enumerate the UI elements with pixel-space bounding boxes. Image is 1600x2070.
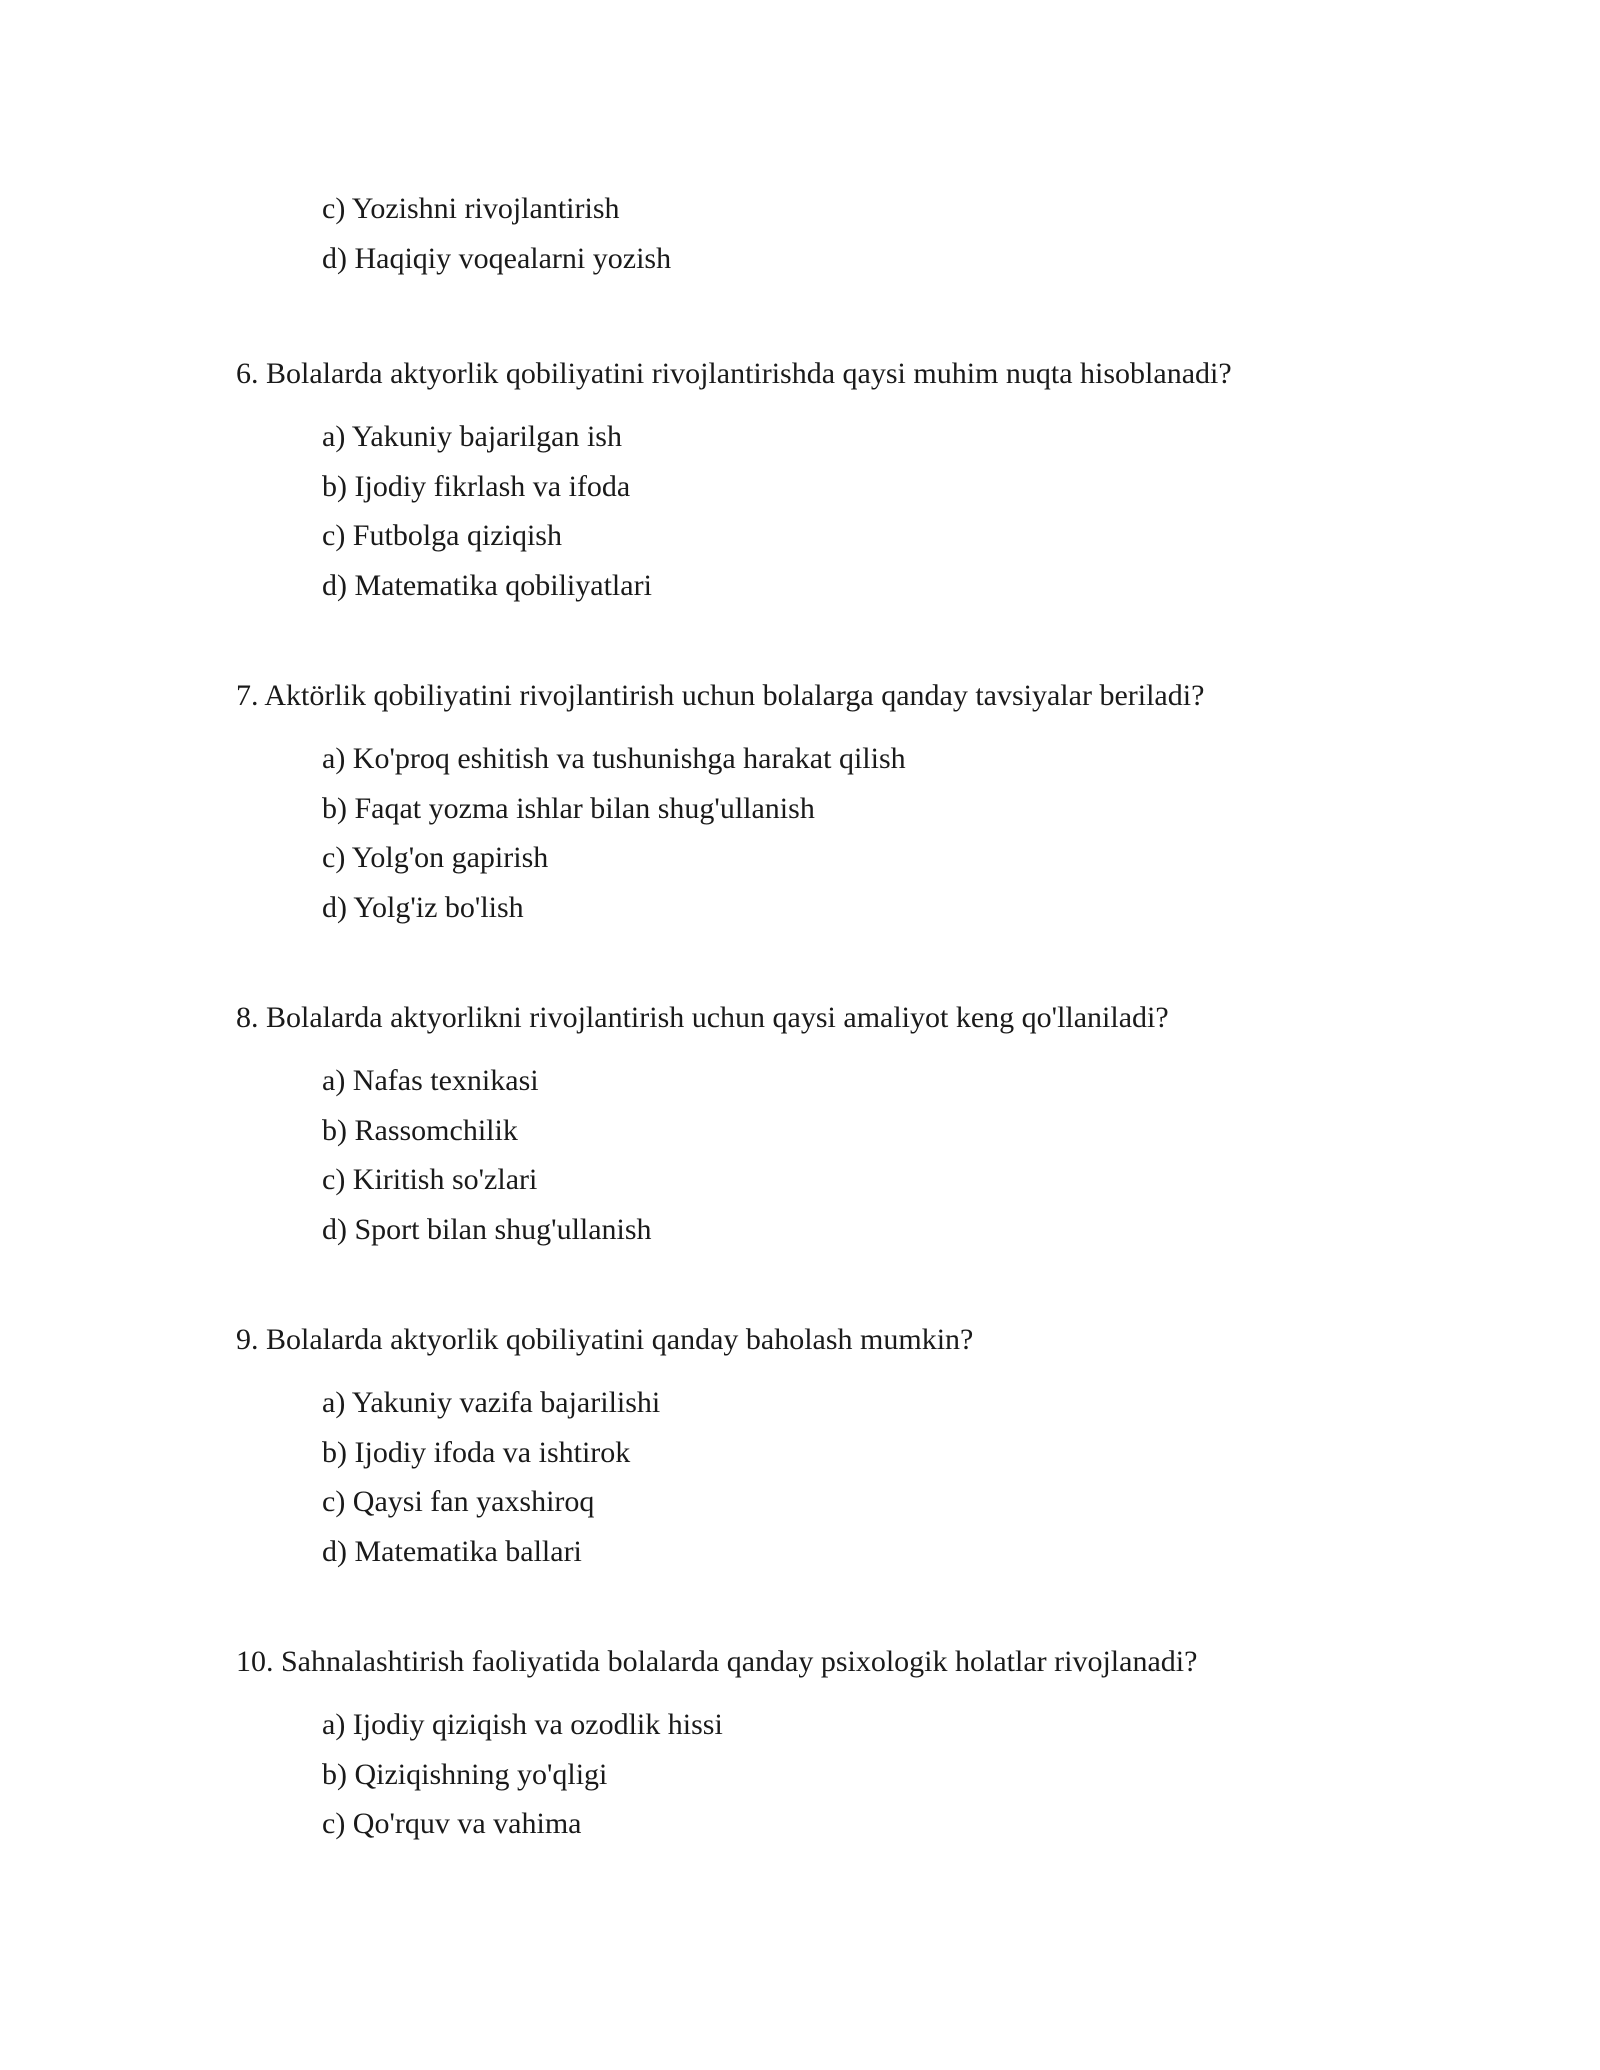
options-list [322, 412, 1232, 610]
option-item: d) Yolg'iz bo'lish [322, 890, 524, 924]
option-item: a) Nafas texnikasi [322, 1064, 539, 1097]
option-item: a) Yakuniy vazifa bajarilishi [322, 1386, 661, 1419]
question-text: 8. Bolalarda aktyorlikni rivojlantirish uchun qaysi amaliyot keng qo'llaniladi? [236, 1001, 1169, 1034]
option-item: b) Ijodiy fikrlash va ifoda [322, 469, 631, 503]
option-item: b) Rassomchilik [322, 1113, 518, 1147]
option-item: b) Qiziqishning yo'qligi [322, 1757, 608, 1791]
options-list [322, 1700, 1197, 1849]
question-8 [236, 1000, 1169, 1254]
option-item: c) Qo'rquv va vahima [322, 1807, 582, 1840]
options-list [322, 734, 1204, 932]
continued-options-list [322, 184, 671, 283]
question-9 [236, 1322, 973, 1576]
options-list [322, 1378, 973, 1576]
option-item: c) Kiritish so'zlari [322, 1163, 538, 1196]
option-item: d) Haqiqiy voqealarni yozish [322, 241, 672, 275]
option-item: d) Sport bilan shug'ullanish [322, 1212, 652, 1246]
option-item: a) Ijodiy qiziqish va ozodlik hissi [322, 1708, 723, 1741]
option-item: c) Futbolga qiziqish [322, 519, 562, 552]
option-item: b) Faqat yozma ishlar bilan shug'ullanish [322, 791, 815, 825]
question-text: 6. Bolalarda aktyorlik qobiliyatini rivojlantirishda qaysi muhim nuqta hisoblanadi? [236, 357, 1232, 390]
options-list [322, 1056, 1169, 1254]
question-text: 9. Bolalarda aktyorlik qobiliyatini qanday baholash mumkin? [236, 1323, 974, 1356]
option-item: c) Yozishni rivojlantirish [322, 192, 620, 225]
option-item: b) Ijodiy ifoda va ishtirok [322, 1435, 631, 1469]
option-item: c) Yolg'on gapirish [322, 841, 549, 874]
question-10 [236, 1644, 1197, 1849]
option-item: a) Yakuniy bajarilgan ish [322, 420, 622, 453]
question-6 [236, 356, 1232, 610]
question-text: 7. Aktörlik qobiliyatini rivojlantirish uchun bolalarga qanday tavsiyalar beriladi? [236, 679, 1205, 712]
option-item: d) Matematika qobiliyatlari [322, 568, 652, 602]
question-7 [236, 678, 1204, 932]
option-item: c) Qaysi fan yaxshiroq [322, 1485, 595, 1518]
option-item: a) Ko'proq eshitish va tushunishga harakat qilish [322, 742, 906, 775]
question-text: 10. Sahnalashtirish faoliyatida bolalarda qanday psixologik holatlar rivojlanadi? [236, 1645, 1198, 1678]
option-item: d) Matematika ballari [322, 1534, 582, 1568]
